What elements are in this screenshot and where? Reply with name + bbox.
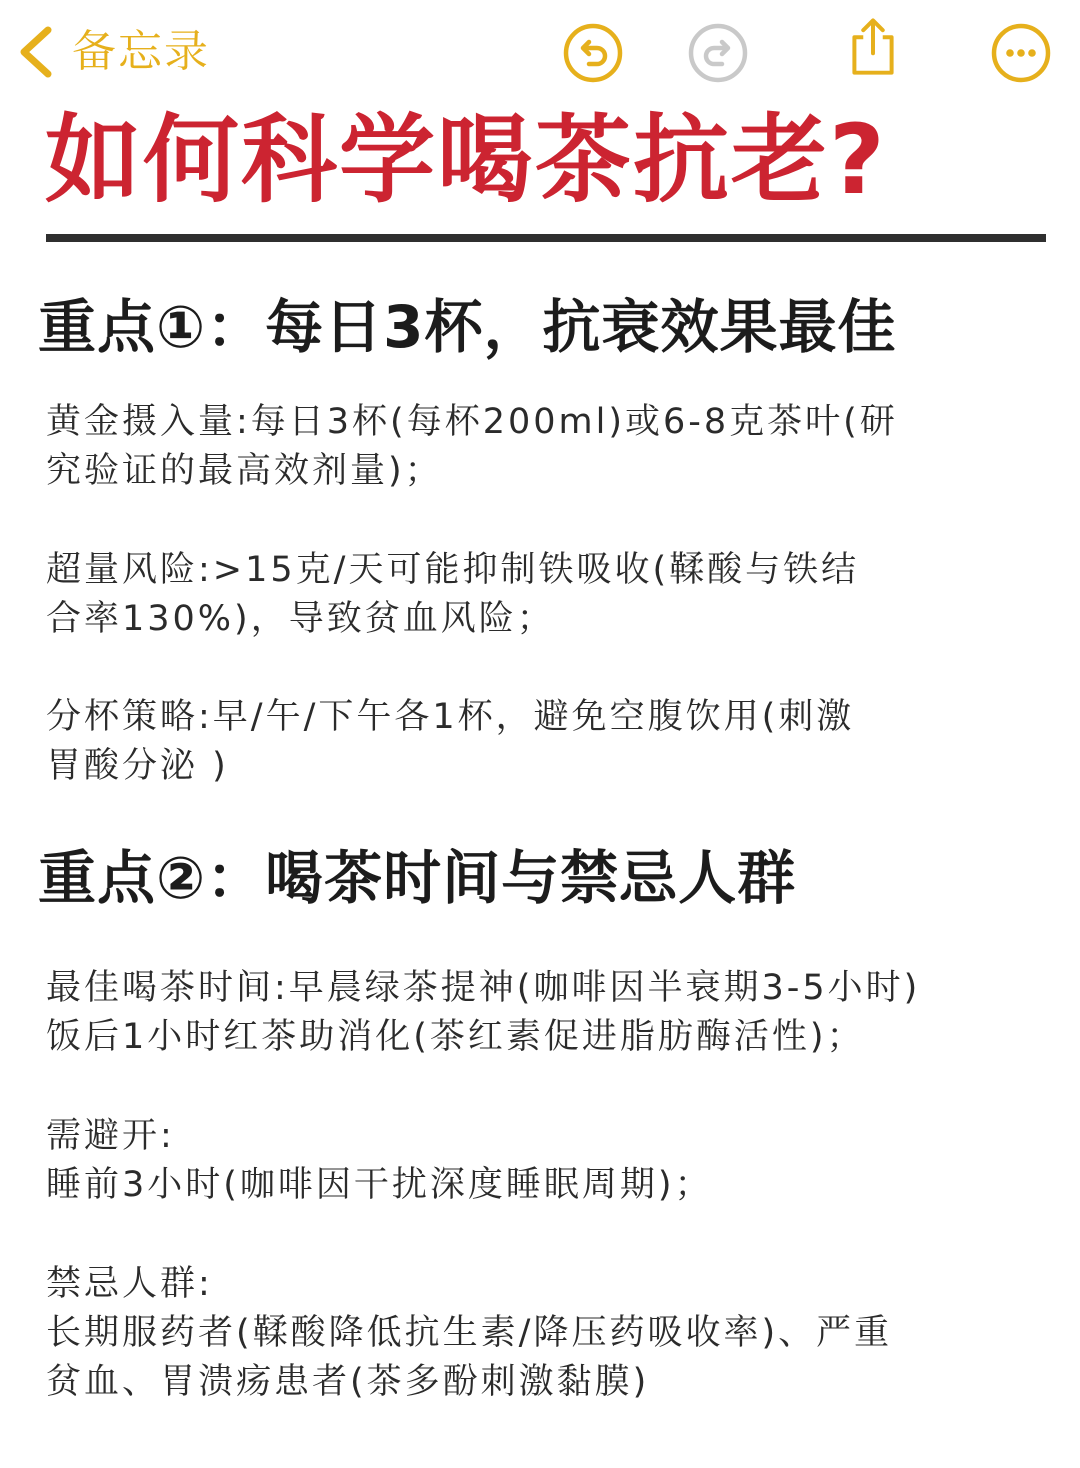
section-heading-1[interactable]: 重点①：每日3杯，抗衰效果最佳	[38, 293, 897, 361]
text-line: 分杯策略:早/午/下午各1杯，避免空腹饮用(刺激	[46, 697, 855, 737]
more-icon	[990, 22, 1052, 84]
redo-icon	[687, 22, 749, 84]
paragraph-cup-strategy[interactable]	[46, 693, 1056, 791]
more-options-button[interactable]	[990, 22, 1052, 84]
text-line: 长期服药者(鞣酸降低抗生素/降压药吸收率)、严重	[46, 1313, 893, 1353]
paragraph-avoid-time[interactable]	[46, 1112, 1056, 1210]
redo-button[interactable]	[687, 22, 749, 84]
text-line: 饭后1小时红茶助消化(茶红素促进脂肪酶活性)；	[46, 1017, 865, 1057]
paragraph-contraindications[interactable]	[46, 1260, 1056, 1407]
text-line: 禁忌人群:	[46, 1264, 213, 1304]
share-button[interactable]	[842, 16, 904, 78]
paragraph-best-time[interactable]	[46, 964, 1056, 1062]
share-icon	[842, 16, 904, 78]
text-line: 最佳喝茶时间:早晨绿茶提神(咖啡因半衰期3-5小时)	[46, 968, 921, 1008]
text-line: 究验证的最高效剂量)；	[46, 451, 443, 491]
text-line: 合率130%)，导致贫血风险；	[46, 599, 555, 639]
text-line: 睡前3小时(咖啡因干扰深度睡眠周期)；	[46, 1165, 713, 1205]
back-button[interactable]	[12, 22, 210, 82]
undo-icon	[562, 22, 624, 84]
note-title[interactable]: 如何科学喝茶抗老?	[45, 104, 887, 216]
back-button-label: 备忘录	[72, 26, 210, 77]
section-heading-2[interactable]: 重点②：喝茶时间与禁忌人群	[38, 844, 797, 912]
undo-button[interactable]	[562, 22, 624, 84]
paragraph-daily-intake[interactable]	[46, 398, 1056, 496]
chevron-left-icon	[12, 22, 62, 82]
text-line: 黄金摄入量:每日3杯(每杯200ml)或6-8克茶叶(研	[46, 402, 898, 442]
paragraph-overdose-risk[interactable]	[46, 546, 1056, 644]
navigation-bar	[0, 0, 1080, 105]
title-divider	[46, 234, 1046, 242]
text-line: 胃酸分泌 )	[46, 746, 229, 786]
text-line: 贫血、胃溃疡患者(茶多酚刺激黏膜)	[46, 1362, 650, 1402]
text-line: 需避开:	[46, 1116, 175, 1156]
text-line: 超量风险:>15克/天可能抑制铁吸收(鞣酸与铁结	[46, 550, 860, 590]
